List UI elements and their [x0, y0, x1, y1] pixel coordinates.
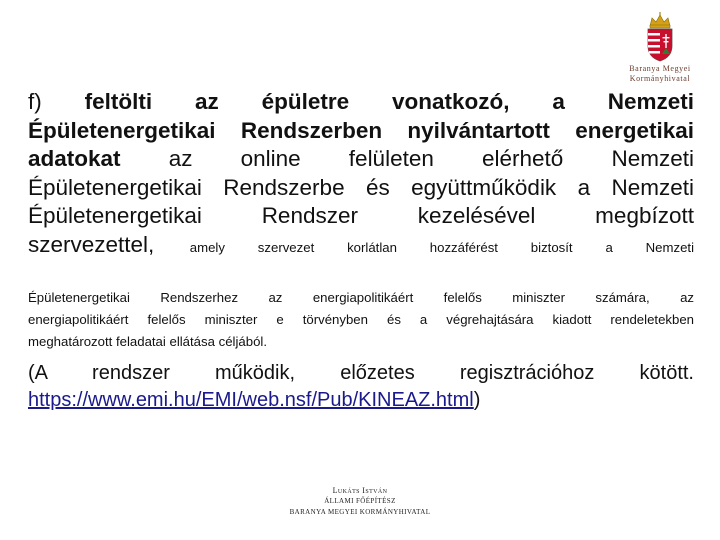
author-name: Lukáts István: [332, 486, 388, 495]
continuation-paragraph: [28, 287, 694, 353]
text-line-6: [28, 231, 694, 260]
kormanyhivatal-logo: [610, 12, 710, 84]
author-footer: [260, 485, 460, 518]
text-line: [28, 387, 694, 414]
item-marker: f): [28, 89, 42, 114]
hungarian-coat-of-arms-icon: [642, 12, 678, 62]
text-line-1: [28, 88, 694, 117]
text-line-2: Épületenergetikai Rendszerben nyilvántartott energetikai: [28, 117, 694, 143]
regular-text: az online felületen elérhető Nemzeti: [168, 146, 694, 172]
text-line: meghatározott feladatai ellátása céljából.: [28, 334, 267, 349]
text-line: (A rendszer működik, előzetes regisztrációhoz kötött.: [28, 362, 694, 384]
text-line-4: Épületenergetikai Rendszerbe és együttműködik a Nemzeti: [28, 174, 694, 200]
note-paragraph: [28, 360, 694, 414]
org-name-line1: Baranya Megyei: [629, 64, 691, 73]
author-org: BARANYA MEGYEI KORMÁNYHIVATAL: [289, 508, 431, 516]
text-line: energiapolitikáért felelős miniszter e törvényben és a végrehajtására kiadott rendeletekben: [28, 312, 694, 327]
small-text: amely szervezet korlátlan hozzáférést biztosít a Nemzeti: [189, 239, 694, 255]
main-paragraph: [28, 88, 694, 260]
text-line-5: Épületenergetikai Rendszer kezelésével megbízott: [28, 203, 694, 229]
org-name-line2: Kormányhivatal: [629, 74, 691, 83]
regular-text: szervezettel,: [28, 231, 155, 257]
text-line-3: [28, 145, 694, 174]
emi-link[interactable]: https://www.emi.hu/EMI/web.nsf/Pub/KINEAZ.html: [28, 389, 474, 411]
bold-text: adatokat: [28, 146, 121, 172]
author-role: ÁLLAMI FŐÉPÍTÉSZ: [324, 497, 396, 505]
closing-paren: ): [473, 389, 481, 411]
bold-text: feltölti az épületre vonatkozó, a Nemzeti: [84, 89, 694, 114]
text-line: Épületenergetikai Rendszerhez az energiapolitikáért felelős miniszter számára, az: [28, 290, 694, 305]
